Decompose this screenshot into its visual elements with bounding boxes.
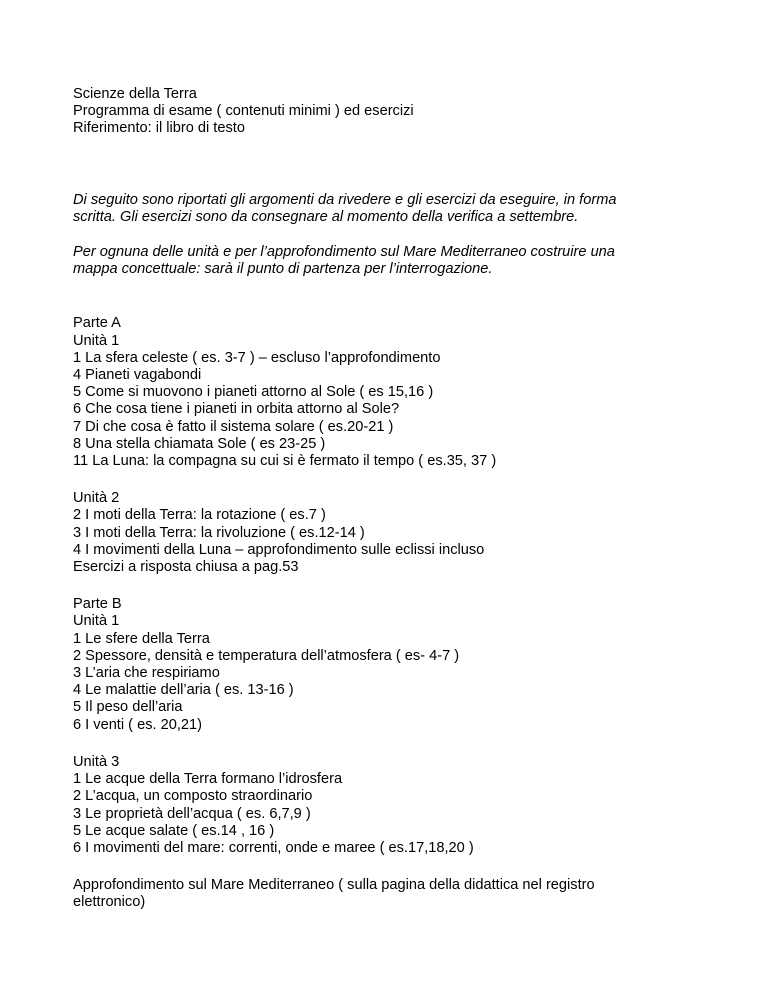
list-item: 4 I movimenti della Luna – approfondimento sulle eclissi incluso	[73, 541, 485, 558]
list-item: 6 Che cosa tiene i pianeti in orbita attorno al Sole?	[73, 401, 400, 418]
footer-line: Approfondimento sul Mare Mediterraneo ( sulla pagina della didattica nel registro	[73, 877, 595, 894]
parte-b-section	[73, 596, 713, 857]
intro-line: mappa concettuale: sarà il punto di partenza per l’interrogazione.	[73, 261, 493, 278]
list-item: 1 La sfera celeste ( es. 3-7 ) – escluso l’approfondimento	[73, 349, 441, 366]
list-item: 3 Le proprietà dell’acqua ( es. 6,7,9 )	[73, 805, 311, 822]
spacer	[73, 470, 713, 490]
footer-line: elettronico)	[73, 894, 146, 911]
list-item: 2 L’acqua, un composto straordinario	[73, 788, 313, 805]
document-subtitle: Programma di esame ( contenuti minimi ) ed esercizi	[73, 103, 414, 120]
section-title: Parte A	[73, 315, 121, 332]
spacer	[73, 278, 713, 315]
list-item: 1 Le acque della Terra formano l’idrosfera	[73, 771, 343, 788]
unit-title: Unità 1	[73, 613, 120, 630]
section-title: Parte B	[73, 596, 122, 613]
document-reference: Riferimento: il libro di testo	[73, 120, 245, 137]
list-item: 6 I movimenti del mare: correnti, onde e maree ( es.17,18,20 )	[73, 839, 474, 856]
list-item: 2 I moti della Terra: la rotazione ( es.7 )	[73, 507, 326, 524]
intro-line: Di seguito sono riportati gli argomenti da rivedere e gli esercizi da eseguire, in forma	[73, 191, 617, 208]
spacer	[73, 138, 713, 175]
spacer	[73, 175, 713, 192]
list-item: 2 Spessore, densità e temperatura dell’atmosfera ( es- 4-7 )	[73, 647, 460, 664]
document-title: Scienze della Terra	[73, 86, 197, 102]
list-item: 11 La Luna: la compagna su cui si è fermato il tempo ( es.35, 37 )	[73, 453, 497, 470]
spacer	[73, 857, 713, 877]
parte-a-section	[73, 315, 713, 576]
document-page	[73, 86, 713, 912]
spacer	[73, 226, 713, 244]
unit-title: Unità 2	[73, 490, 120, 507]
list-item: 8 Una stella chiamata Sole ( es 23-25 )	[73, 435, 326, 452]
list-item: 5 Le acque salate ( es.14 , 16 )	[73, 822, 275, 839]
list-item: 6 I venti ( es. 20,21)	[73, 716, 202, 733]
list-item: 5 Come si muovono i pianeti attorno al Sole ( es 15,16 )	[73, 384, 434, 401]
list-item: 3 I moti della Terra: la rivoluzione ( es.12-14 )	[73, 524, 365, 541]
unit-title: Unità 3	[73, 753, 120, 770]
spacer	[73, 734, 713, 754]
list-item: 4 Le malattie dell’aria ( es. 13-16 )	[73, 682, 294, 699]
list-item: 1 Le sfere della Terra	[73, 630, 210, 647]
intro-line: Per ognuna delle unità e per l’approfondimento sul Mare Mediterraneo costruire una	[73, 244, 615, 261]
intro-line: scritta. Gli esercizi sono da consegnare al momento della verifica a settembre.	[73, 208, 579, 225]
unit-title: Unità 1	[73, 332, 120, 349]
list-item: 7 Di che cosa è fatto il sistema solare ( es.20-21 )	[73, 418, 394, 435]
list-item: 4 Pianeti vagabondi	[73, 367, 202, 384]
list-item: 5 Il peso dell’aria	[73, 699, 183, 716]
list-item: Esercizi a risposta chiusa a pag.53	[73, 559, 299, 576]
spacer	[73, 576, 713, 596]
list-item: 3 L’aria che respiriamo	[73, 665, 220, 682]
